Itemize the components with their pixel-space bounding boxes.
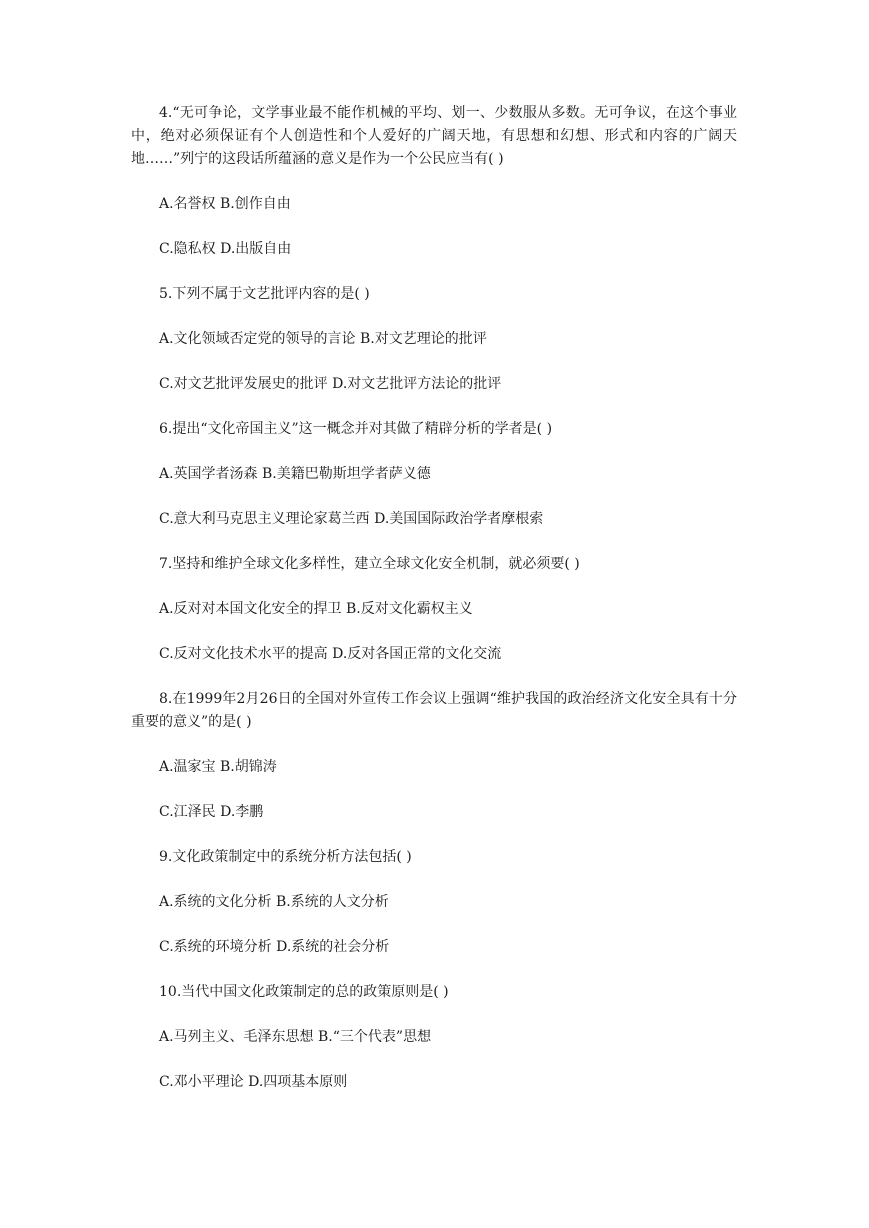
question-8-options-cd: C.江泽民 D.李鹏 bbox=[159, 804, 264, 820]
question-10-options-ab: A.马列主义、毛泽东思想 B.“三个代表”思想 bbox=[159, 1029, 432, 1045]
question-5-options-ab: A.文化领域否定党的领导的言论 B.对文艺理论的批评 bbox=[159, 331, 487, 347]
question-7-options-cd: C.反对文化技术水平的提高 D.反对各国正常的文化交流 bbox=[159, 646, 502, 662]
question-6-options-ab: A.英国学者汤森 B.美籍巴勒斯坦学者萨义德 bbox=[159, 466, 431, 482]
question-10-stem: 10.当代中国文化政策制定的总的政策原则是( ) bbox=[159, 984, 449, 1000]
question-10-options-cd: C.邓小平理论 D.四项基本原则 bbox=[159, 1074, 348, 1090]
question-8-options-ab: A.温家宝 B.胡锦涛 bbox=[159, 759, 277, 775]
question-4-options-cd: C.隐私权 D.出版自由 bbox=[159, 241, 292, 257]
question-6-stem: 6.提出“文化帝国主义”这一概念并对其做了精辟分析的学者是( ) bbox=[159, 421, 553, 437]
question-9-options-ab: A.系统的文化分析 B.系统的人文分析 bbox=[159, 894, 389, 910]
question-4-stem: 4.“无可争论，文学事业最不能作机械的平均、划一、少数服从多数。无可争议，在这个事业中，绝对必须保证有个人创造性和个人爱好的广阔天地，有思想和幻想、形式和内容的广阔天地……”列宁的这段话所蕴涵的意义是作为一个公民应当有( ) bbox=[131, 105, 737, 167]
question-7-options-ab: A.反对对本国文化安全的捍卫 B.反对文化霸权主义 bbox=[159, 601, 473, 617]
question-4-options-ab: A.名誉权 B.创作自由 bbox=[159, 196, 291, 212]
question-9-options-cd: C.系统的环境分析 D.系统的社会分析 bbox=[159, 939, 390, 955]
question-7-stem: 7.坚持和维护全球文化多样性，建立全球文化安全机制，就必须要( ) bbox=[159, 556, 580, 572]
question-5-stem: 5.下列不属于文艺批评内容的是( ) bbox=[159, 286, 370, 302]
question-list bbox=[131, 102, 737, 1094]
question-8-stem: 8.在1999年2月26日的全国对外宣传工作会议上强调“维护我国的政治经济文化安全具有十分重要的意义”的是( ) bbox=[131, 691, 737, 730]
question-5-options-cd: C.对文艺批评发展史的批评 D.对文艺批评方法论的批评 bbox=[159, 376, 502, 392]
question-6-options-cd: C.意大利马克思主义理论家葛兰西 D.美国国际政治学者摩根索 bbox=[159, 511, 544, 527]
question-9-stem: 9.文化政策制定中的系统分析方法包括( ) bbox=[159, 849, 412, 865]
